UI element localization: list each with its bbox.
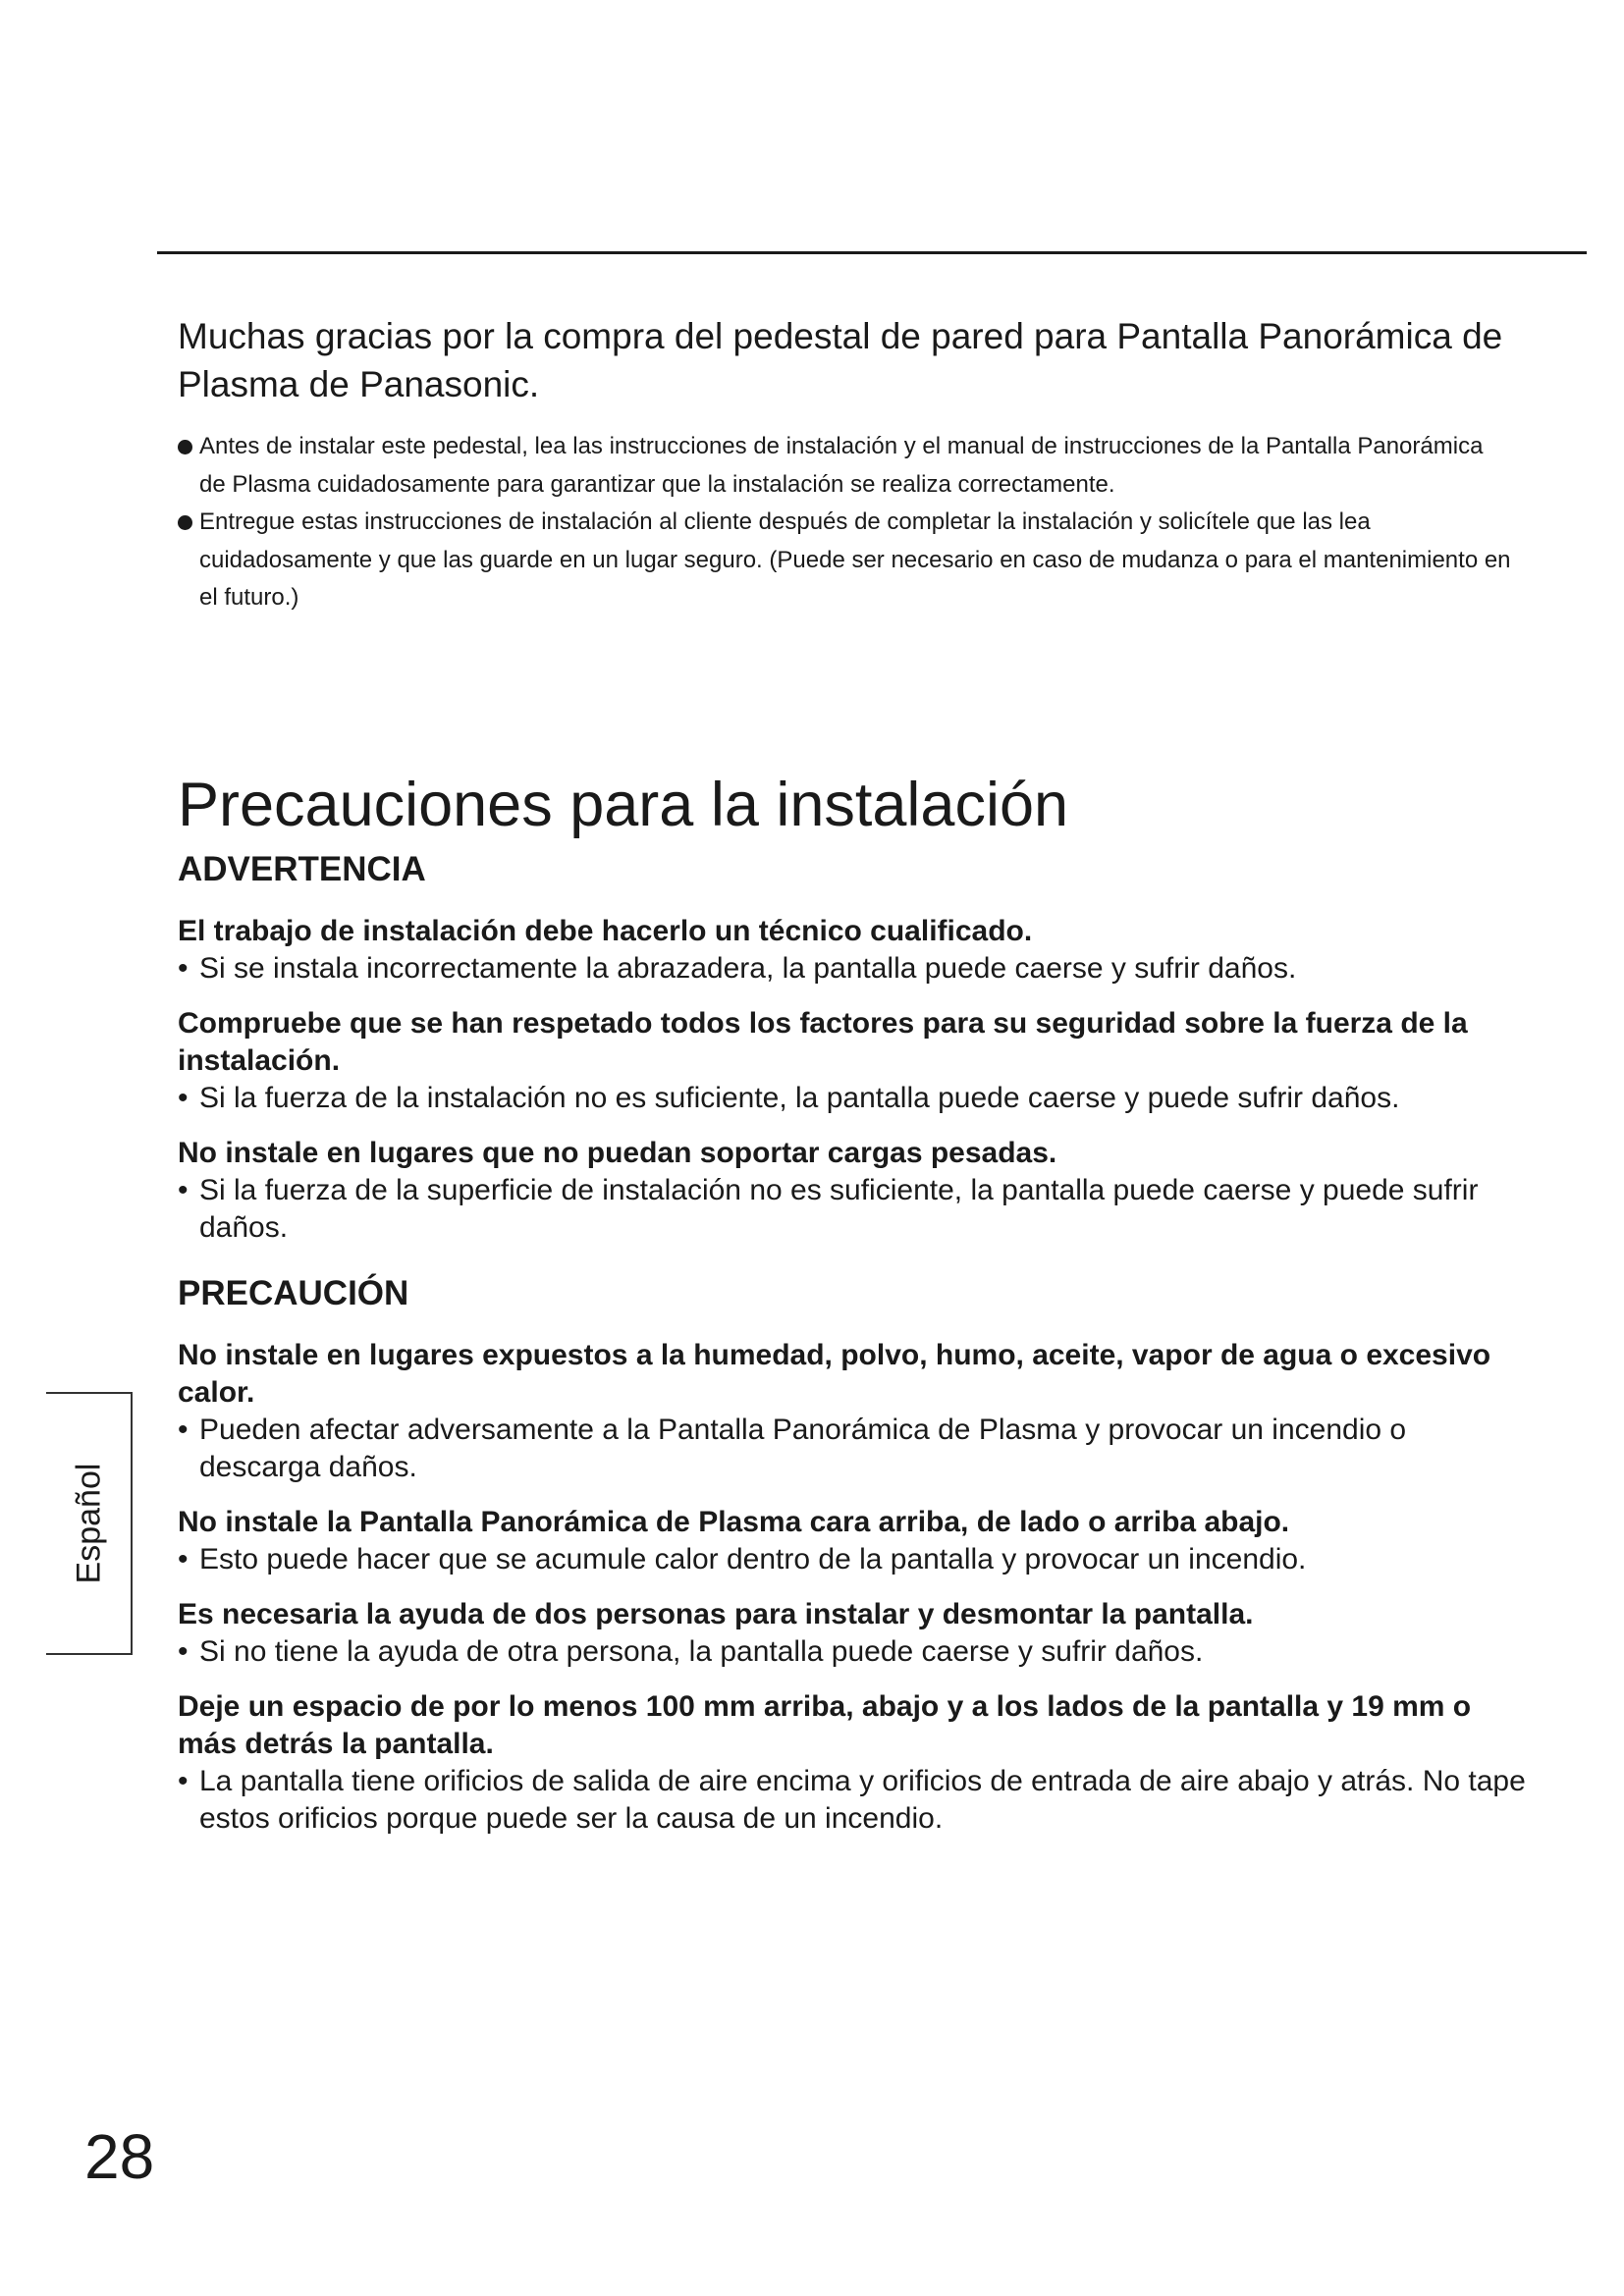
caution-item-title: No instale la Pantalla Panorámica de Plasma cara arriba, de lado o arriba abajo. [178,1506,1290,1538]
caution-item-title: No instale en lugares expuestos a la humedad, polvo, humo, aceite, vapor de agua o excesivo calor. [178,1339,1491,1409]
intro-bullet-item [178,428,1513,504]
warning-item-body [178,950,1533,988]
intro-bullet-text: Entregue estas instrucciones de instalación al cliente después de completar la instalación y solicítele que las lea cuidadosamente y que las guarde en un lugar seguro. (Puede ser necesario en caso de mudanza o para el mantenimiento en el futuro.) [199,508,1511,611]
caution-item [178,1504,1533,1578]
bullet-icon: • [178,1414,189,1446]
bullet-icon: • [178,1765,189,1797]
caution-item-body [178,1541,1533,1578]
language-label: Español [70,1463,108,1584]
tab-border-top [46,1392,133,1395]
warning-item-text: Si se instala incorrectamente la abrazadera, la pantalla puede caerse y sufrir daños. [199,952,1297,985]
caution-item-title: Es necesaria la ayuda de dos personas para instalar y desmontar la pantalla. [178,1598,1254,1630]
caution-item-body [178,1763,1533,1838]
bullet-icon: • [178,1174,189,1206]
caution-item-body [178,1412,1533,1486]
caution-item-body [178,1633,1533,1671]
bullet-dot-icon [178,515,192,530]
warning-item-text: Si la fuerza de la instalación no es suficiente, la pantalla puede caerse y puede sufrir daños. [199,1082,1400,1114]
tab-border-bottom [46,1652,133,1655]
warning-item-title: Compruebe que se han respetado todos los factores para su seguridad sobre la fuerza de la instalación. [178,1007,1468,1077]
warning-item [178,913,1533,988]
caution-item-title: Deje un espacio de por lo menos 100 mm arriba, abajo y a los lados de la pantalla y 19 mm o más detrás la pantalla. [178,1690,1472,1760]
warning-item-title: No instale en lugares que no puedan soportar cargas pesadas. [178,1137,1057,1169]
caution-item [178,1596,1533,1671]
bullet-icon: • [178,952,189,985]
warning-item-body [178,1080,1533,1117]
intro-bullet-list [178,428,1513,617]
bullet-icon: • [178,1635,189,1668]
warning-item [178,1135,1533,1247]
warning-item-body [178,1172,1533,1247]
page-title: Precauciones para la instalación [178,771,1069,839]
bullet-dot-icon [178,440,192,454]
caution-item [178,1337,1533,1486]
top-divider [157,251,1587,254]
caution-item-text: Pueden afectar adversamente a la Pantalla Panorámica de Plasma y provocar un incendio o descarga daños. [199,1414,1407,1483]
caution-heading: PRECAUCIÓN [178,1274,409,1312]
intro-bullet-text: Antes de instalar este pedestal, lea las instrucciones de instalación y el manual de instrucciones de la Pantalla Panorámica de Plasma cuidadosamente para garantizar que la instalación se realiza correctamente. [199,433,1484,498]
warning-item [178,1005,1533,1117]
precautions-section [178,766,1533,1855]
warning-item-title: El trabajo de instalación debe hacerlo un técnico cualificado. [178,915,1033,947]
tab-border-right [131,1392,133,1655]
warning-item-text: Si la fuerza de la superficie de instalación no es suficiente, la pantalla puede caerse y puede sufrir daños. [199,1174,1479,1244]
caution-item-text: Si no tiene la ayuda de otra persona, la pantalla puede caerse y sufrir daños. [199,1635,1204,1668]
intro-bullet-item [178,504,1513,617]
language-side-tab [46,1392,133,1655]
intro-section [178,312,1513,617]
bullet-icon: • [178,1082,189,1114]
bullet-icon: • [178,1543,189,1575]
caution-item-text: La pantalla tiene orificios de salida de aire encima y orificios de entrada de aire abajo y atrás. No tape estos orificios porque puede ser la causa de un incendio. [199,1765,1526,1835]
page-number: 28 [84,2121,155,2192]
intro-text: Muchas gracias por la compra del pedestal de pared para Pantalla Panorámica de Plasma de Panasonic. [178,316,1503,404]
warning-heading: ADVERTENCIA [178,850,426,888]
caution-item [178,1688,1533,1838]
caution-item-text: Esto puede hacer que se acumule calor dentro de la pantalla y provocar un incendio. [199,1543,1307,1575]
